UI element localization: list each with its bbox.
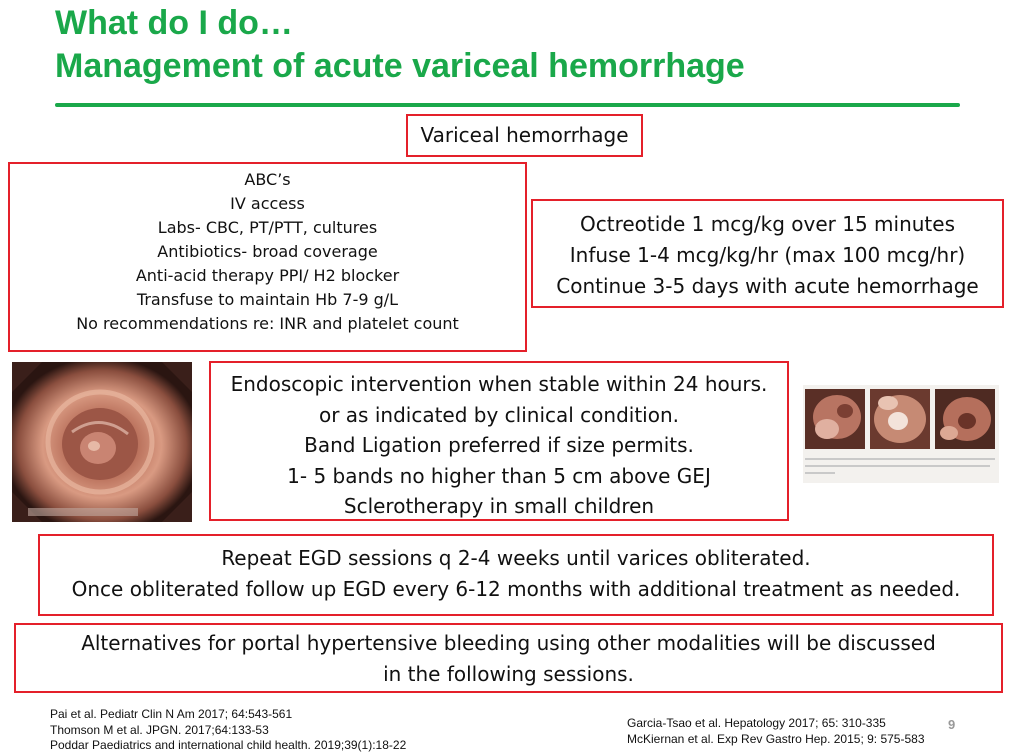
- endoscopic-line: Band Ligation preferred if size permits.: [304, 433, 694, 457]
- initial-line: Transfuse to maintain Hb 7-9 g/L: [136, 290, 399, 309]
- repeat-egd-line: Once obliterated follow up EGD every 6-12 months with additional treatment as needed.: [71, 577, 961, 601]
- slide-title-line-2: Management of acute variceal hemorrhage: [55, 47, 745, 85]
- alternatives-line: in the following sessions.: [383, 662, 634, 686]
- caption-line: [805, 465, 990, 467]
- initial-line: Labs- CBC, PT/PTT, cultures: [157, 218, 378, 237]
- initial-management-box: [8, 162, 527, 352]
- figure-caption-lines: [805, 455, 997, 481]
- figure-panel-3-image: [935, 389, 995, 449]
- slide-title-line-1: What do I do…: [55, 4, 293, 42]
- figure-panel-3: [935, 389, 995, 449]
- repeat-egd-box: [38, 534, 994, 616]
- endoscopic-line: Endoscopic intervention when stable within 24 hours.: [230, 372, 768, 396]
- reference: Poddar Paediatrics and international child health. 2019;39(1):18-22: [50, 738, 407, 752]
- references-left: [50, 707, 406, 754]
- slide-title: [55, 2, 745, 88]
- endoscopy-illustration: [12, 362, 192, 522]
- initial-line: ABC’s: [244, 170, 291, 189]
- figure-panel-1: [805, 389, 865, 449]
- reference: Garcia-Tsao et al. Hepatology 2017; 65: 310-335: [627, 716, 886, 730]
- endoscopic-line: Sclerotherapy in small children: [343, 494, 655, 518]
- references-right: [627, 716, 925, 747]
- initial-line: No recommendations re: INR and platelet count: [76, 314, 459, 333]
- octreotide-line: Continue 3-5 days with acute hemorrhage: [556, 274, 979, 298]
- reference: McKiernan et al. Exp Rev Gastro Hep. 2015; 9: 575-583: [627, 731, 925, 746]
- alternatives-line: Alternatives for portal hypertensive bleeding using other modalities will be discussed: [81, 631, 936, 655]
- octreotide-line: Infuse 1-4 mcg/kg/hr (max 100 mcg/hr): [569, 243, 966, 267]
- figure-panel-1-image: [805, 389, 865, 449]
- repeat-egd-line: Repeat EGD sessions q 2-4 weeks until varices obliterated.: [221, 546, 811, 570]
- variceal-hemorrhage-box: [406, 114, 643, 157]
- page-number: 9: [948, 717, 956, 732]
- octreotide-box: [531, 199, 1004, 308]
- endoscopy-image: [12, 362, 192, 522]
- endoscopic-line: or as indicated by clinical condition.: [318, 402, 679, 427]
- initial-line: Antibiotics- broad coverage: [157, 242, 378, 261]
- title-underline: [55, 103, 960, 107]
- endoscopic-intervention-box: [209, 361, 789, 521]
- caption-line: [805, 472, 835, 474]
- band-ligation-figure: [803, 385, 999, 483]
- figure-panel-2: [870, 389, 930, 449]
- figure-panel-2-image: [870, 389, 930, 449]
- initial-line: IV access: [230, 194, 305, 213]
- alternatives-box: [14, 623, 1003, 693]
- variceal-hemorrhage-label: Variceal hemorrhage: [420, 123, 629, 147]
- caption-line: [805, 458, 995, 460]
- initial-line: Anti-acid therapy PPI/ H2 blocker: [135, 266, 400, 285]
- endoscopic-line: 1- 5 bands no higher than 5 cm above GEJ: [287, 463, 711, 488]
- octreotide-line: Octreotide 1 mcg/kg over 15 minutes: [579, 212, 955, 236]
- reference: Pai et al. Pediatr Clin N Am 2017; 64:543-561: [50, 707, 293, 721]
- reference: Thomson M et al. JPGN. 2017;64:133-53: [50, 722, 269, 737]
